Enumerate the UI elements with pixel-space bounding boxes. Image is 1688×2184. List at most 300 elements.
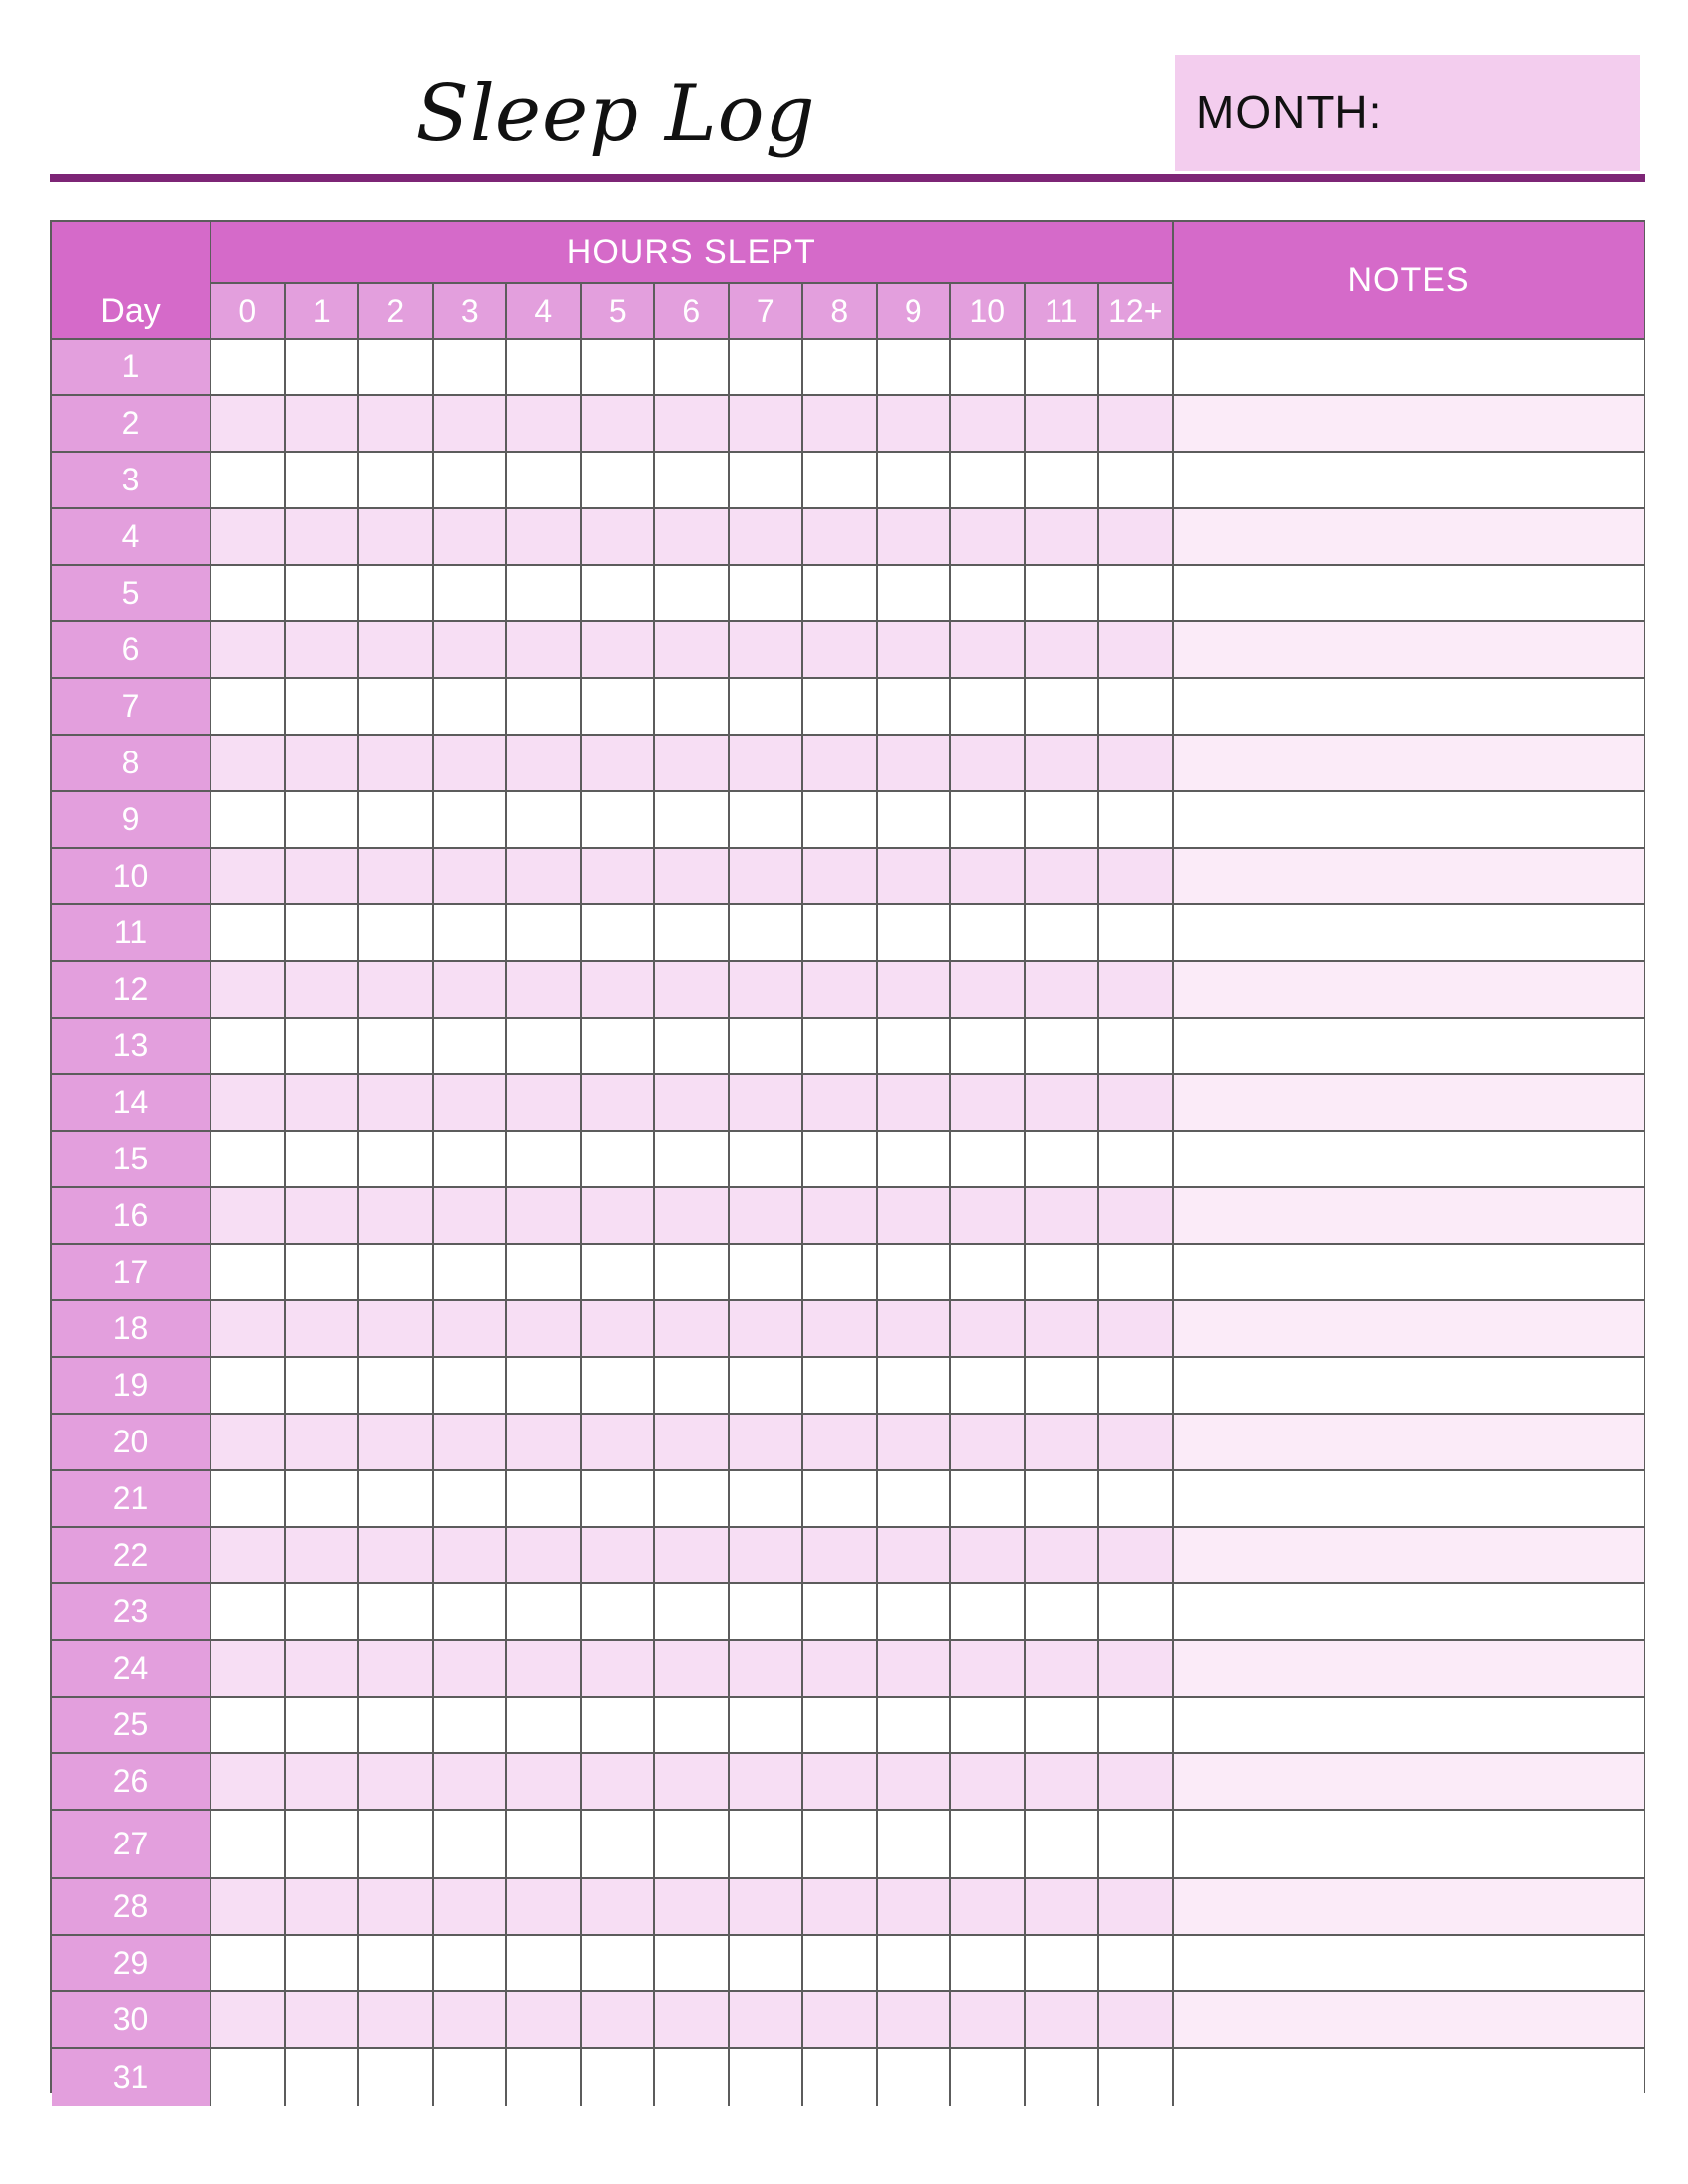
hour-checkbox-cell[interactable] xyxy=(1099,1245,1174,1301)
hour-checkbox-cell[interactable] xyxy=(803,566,878,622)
hour-checkbox-cell[interactable] xyxy=(286,679,360,736)
hour-checkbox-cell[interactable] xyxy=(211,1528,286,1584)
hour-checkbox-cell[interactable] xyxy=(507,905,582,962)
hour-checkbox-cell[interactable] xyxy=(803,1188,878,1245)
hour-checkbox-cell[interactable] xyxy=(434,679,508,736)
hour-checkbox-cell[interactable] xyxy=(803,509,878,566)
hour-checkbox-cell[interactable] xyxy=(1026,679,1100,736)
hour-checkbox-cell[interactable] xyxy=(1026,905,1100,962)
hour-checkbox-cell[interactable] xyxy=(211,2049,286,2106)
hour-checkbox-cell[interactable] xyxy=(1099,622,1174,679)
month-field[interactable] xyxy=(1175,55,1640,171)
hour-checkbox-cell[interactable] xyxy=(359,1471,434,1528)
hour-checkbox-cell[interactable] xyxy=(507,1019,582,1075)
hour-checkbox-cell[interactable] xyxy=(951,1698,1026,1754)
hour-checkbox-cell[interactable] xyxy=(507,849,582,905)
hour-checkbox-cell[interactable] xyxy=(582,1301,656,1358)
notes-cell[interactable] xyxy=(1174,1992,1644,2049)
notes-cell[interactable] xyxy=(1174,1188,1644,1245)
hour-checkbox-cell[interactable] xyxy=(878,1019,952,1075)
hour-checkbox-cell[interactable] xyxy=(286,622,360,679)
hour-checkbox-cell[interactable] xyxy=(803,1301,878,1358)
hour-checkbox-cell[interactable] xyxy=(507,736,582,792)
hour-checkbox-cell[interactable] xyxy=(582,849,656,905)
hour-checkbox-cell[interactable] xyxy=(803,396,878,453)
hour-checkbox-cell[interactable] xyxy=(655,1528,730,1584)
hour-checkbox-cell[interactable] xyxy=(878,1075,952,1132)
hour-checkbox-cell[interactable] xyxy=(1026,1584,1100,1641)
hour-checkbox-cell[interactable] xyxy=(359,792,434,849)
hour-checkbox-cell[interactable] xyxy=(582,396,656,453)
notes-cell[interactable] xyxy=(1174,1301,1644,1358)
hour-checkbox-cell[interactable] xyxy=(507,1879,582,1936)
hour-checkbox-cell[interactable] xyxy=(582,509,656,566)
hour-checkbox-cell[interactable] xyxy=(582,679,656,736)
hour-checkbox-cell[interactable] xyxy=(507,1075,582,1132)
hour-checkbox-cell[interactable] xyxy=(1099,1075,1174,1132)
hour-checkbox-cell[interactable] xyxy=(507,1471,582,1528)
hour-checkbox-cell[interactable] xyxy=(211,905,286,962)
hour-checkbox-cell[interactable] xyxy=(655,1358,730,1415)
hour-checkbox-cell[interactable] xyxy=(507,1641,582,1698)
hour-checkbox-cell[interactable] xyxy=(582,1019,656,1075)
hour-checkbox-cell[interactable] xyxy=(211,962,286,1019)
hour-checkbox-cell[interactable] xyxy=(286,453,360,509)
hour-checkbox-cell[interactable] xyxy=(730,1811,804,1879)
hour-checkbox-cell[interactable] xyxy=(1099,1415,1174,1471)
hour-checkbox-cell[interactable] xyxy=(803,340,878,396)
hour-checkbox-cell[interactable] xyxy=(582,905,656,962)
hour-checkbox-cell[interactable] xyxy=(1026,1415,1100,1471)
hour-checkbox-cell[interactable] xyxy=(434,1132,508,1188)
hour-checkbox-cell[interactable] xyxy=(655,1132,730,1188)
hour-checkbox-cell[interactable] xyxy=(434,1528,508,1584)
hour-checkbox-cell[interactable] xyxy=(507,396,582,453)
hour-checkbox-cell[interactable] xyxy=(582,1245,656,1301)
hour-checkbox-cell[interactable] xyxy=(434,396,508,453)
hour-checkbox-cell[interactable] xyxy=(359,1754,434,1811)
hour-checkbox-cell[interactable] xyxy=(359,1811,434,1879)
hour-checkbox-cell[interactable] xyxy=(434,1245,508,1301)
hour-checkbox-cell[interactable] xyxy=(1099,1811,1174,1879)
notes-cell[interactable] xyxy=(1174,622,1644,679)
hour-checkbox-cell[interactable] xyxy=(1099,340,1174,396)
hour-checkbox-cell[interactable] xyxy=(582,1471,656,1528)
hour-checkbox-cell[interactable] xyxy=(951,509,1026,566)
hour-checkbox-cell[interactable] xyxy=(730,1301,804,1358)
hour-checkbox-cell[interactable] xyxy=(211,1245,286,1301)
hour-checkbox-cell[interactable] xyxy=(434,1415,508,1471)
hour-checkbox-cell[interactable] xyxy=(507,566,582,622)
hour-checkbox-cell[interactable] xyxy=(582,340,656,396)
hour-checkbox-cell[interactable] xyxy=(211,1936,286,1992)
hour-checkbox-cell[interactable] xyxy=(359,1245,434,1301)
hour-checkbox-cell[interactable] xyxy=(951,1358,1026,1415)
hour-checkbox-cell[interactable] xyxy=(359,905,434,962)
hour-checkbox-cell[interactable] xyxy=(359,340,434,396)
hour-checkbox-cell[interactable] xyxy=(434,1811,508,1879)
hour-checkbox-cell[interactable] xyxy=(434,509,508,566)
hour-checkbox-cell[interactable] xyxy=(359,679,434,736)
hour-checkbox-cell[interactable] xyxy=(878,622,952,679)
hour-checkbox-cell[interactable] xyxy=(730,1358,804,1415)
hour-checkbox-cell[interactable] xyxy=(655,566,730,622)
hour-checkbox-cell[interactable] xyxy=(507,453,582,509)
hour-checkbox-cell[interactable] xyxy=(582,736,656,792)
hour-checkbox-cell[interactable] xyxy=(434,1471,508,1528)
hour-checkbox-cell[interactable] xyxy=(359,1992,434,2049)
hour-checkbox-cell[interactable] xyxy=(434,2049,508,2106)
hour-checkbox-cell[interactable] xyxy=(803,962,878,1019)
hour-checkbox-cell[interactable] xyxy=(730,1936,804,1992)
hour-checkbox-cell[interactable] xyxy=(655,1075,730,1132)
hour-checkbox-cell[interactable] xyxy=(655,1415,730,1471)
hour-checkbox-cell[interactable] xyxy=(803,1698,878,1754)
hour-checkbox-cell[interactable] xyxy=(1099,1641,1174,1698)
hour-checkbox-cell[interactable] xyxy=(434,622,508,679)
hour-checkbox-cell[interactable] xyxy=(951,679,1026,736)
hour-checkbox-cell[interactable] xyxy=(1099,849,1174,905)
hour-checkbox-cell[interactable] xyxy=(1099,566,1174,622)
hour-checkbox-cell[interactable] xyxy=(1026,1132,1100,1188)
hour-checkbox-cell[interactable] xyxy=(655,1641,730,1698)
hour-checkbox-cell[interactable] xyxy=(211,1698,286,1754)
hour-checkbox-cell[interactable] xyxy=(878,1698,952,1754)
hour-checkbox-cell[interactable] xyxy=(1099,1698,1174,1754)
hour-checkbox-cell[interactable] xyxy=(359,1584,434,1641)
hour-checkbox-cell[interactable] xyxy=(878,1992,952,2049)
hour-checkbox-cell[interactable] xyxy=(1099,1358,1174,1415)
hour-checkbox-cell[interactable] xyxy=(359,1075,434,1132)
hour-checkbox-cell[interactable] xyxy=(507,1188,582,1245)
hour-checkbox-cell[interactable] xyxy=(951,1019,1026,1075)
hour-checkbox-cell[interactable] xyxy=(1026,1245,1100,1301)
hour-checkbox-cell[interactable] xyxy=(878,566,952,622)
hour-checkbox-cell[interactable] xyxy=(582,622,656,679)
hour-checkbox-cell[interactable] xyxy=(507,1698,582,1754)
hour-checkbox-cell[interactable] xyxy=(1099,1936,1174,1992)
hour-checkbox-cell[interactable] xyxy=(286,1698,360,1754)
hour-checkbox-cell[interactable] xyxy=(730,1019,804,1075)
hour-checkbox-cell[interactable] xyxy=(1099,396,1174,453)
hour-checkbox-cell[interactable] xyxy=(1026,396,1100,453)
hour-checkbox-cell[interactable] xyxy=(951,736,1026,792)
hour-checkbox-cell[interactable] xyxy=(286,1019,360,1075)
hour-checkbox-cell[interactable] xyxy=(1026,340,1100,396)
hour-checkbox-cell[interactable] xyxy=(286,1075,360,1132)
hour-checkbox-cell[interactable] xyxy=(803,1584,878,1641)
hour-checkbox-cell[interactable] xyxy=(878,396,952,453)
hour-checkbox-cell[interactable] xyxy=(878,1584,952,1641)
hour-checkbox-cell[interactable] xyxy=(582,1415,656,1471)
hour-checkbox-cell[interactable] xyxy=(582,566,656,622)
hour-checkbox-cell[interactable] xyxy=(359,1358,434,1415)
hour-checkbox-cell[interactable] xyxy=(655,905,730,962)
hour-checkbox-cell[interactable] xyxy=(878,736,952,792)
hour-checkbox-cell[interactable] xyxy=(803,1754,878,1811)
hour-checkbox-cell[interactable] xyxy=(878,679,952,736)
hour-checkbox-cell[interactable] xyxy=(286,736,360,792)
hour-checkbox-cell[interactable] xyxy=(803,622,878,679)
notes-cell[interactable] xyxy=(1174,1415,1644,1471)
hour-checkbox-cell[interactable] xyxy=(1026,1992,1100,2049)
hour-checkbox-cell[interactable] xyxy=(1026,509,1100,566)
hour-checkbox-cell[interactable] xyxy=(655,1992,730,2049)
hour-checkbox-cell[interactable] xyxy=(286,1584,360,1641)
hour-checkbox-cell[interactable] xyxy=(1026,1811,1100,1879)
hour-checkbox-cell[interactable] xyxy=(655,792,730,849)
hour-checkbox-cell[interactable] xyxy=(878,1471,952,1528)
hour-checkbox-cell[interactable] xyxy=(211,340,286,396)
hour-checkbox-cell[interactable] xyxy=(1099,736,1174,792)
hour-checkbox-cell[interactable] xyxy=(803,1528,878,1584)
hour-checkbox-cell[interactable] xyxy=(359,1188,434,1245)
notes-cell[interactable] xyxy=(1174,1132,1644,1188)
hour-checkbox-cell[interactable] xyxy=(655,1471,730,1528)
hour-checkbox-cell[interactable] xyxy=(878,1879,952,1936)
hour-checkbox-cell[interactable] xyxy=(878,1936,952,1992)
hour-checkbox-cell[interactable] xyxy=(730,1471,804,1528)
hour-checkbox-cell[interactable] xyxy=(359,622,434,679)
hour-checkbox-cell[interactable] xyxy=(951,792,1026,849)
hour-checkbox-cell[interactable] xyxy=(951,1754,1026,1811)
hour-checkbox-cell[interactable] xyxy=(803,1245,878,1301)
hour-checkbox-cell[interactable] xyxy=(1099,1879,1174,1936)
hour-checkbox-cell[interactable] xyxy=(211,736,286,792)
hour-checkbox-cell[interactable] xyxy=(211,1754,286,1811)
hour-checkbox-cell[interactable] xyxy=(1026,1075,1100,1132)
hour-checkbox-cell[interactable] xyxy=(730,1245,804,1301)
hour-checkbox-cell[interactable] xyxy=(878,1641,952,1698)
hour-checkbox-cell[interactable] xyxy=(803,2049,878,2106)
hour-checkbox-cell[interactable] xyxy=(507,679,582,736)
hour-checkbox-cell[interactable] xyxy=(286,1811,360,1879)
hour-checkbox-cell[interactable] xyxy=(951,622,1026,679)
hour-checkbox-cell[interactable] xyxy=(730,1188,804,1245)
hour-checkbox-cell[interactable] xyxy=(507,509,582,566)
hour-checkbox-cell[interactable] xyxy=(655,1879,730,1936)
hour-checkbox-cell[interactable] xyxy=(286,566,360,622)
hour-checkbox-cell[interactable] xyxy=(655,1188,730,1245)
hour-checkbox-cell[interactable] xyxy=(359,1528,434,1584)
hour-checkbox-cell[interactable] xyxy=(655,1811,730,1879)
hour-checkbox-cell[interactable] xyxy=(507,1358,582,1415)
hour-checkbox-cell[interactable] xyxy=(878,1754,952,1811)
hour-checkbox-cell[interactable] xyxy=(434,736,508,792)
hour-checkbox-cell[interactable] xyxy=(359,2049,434,2106)
hour-checkbox-cell[interactable] xyxy=(1099,792,1174,849)
hour-checkbox-cell[interactable] xyxy=(434,792,508,849)
hour-checkbox-cell[interactable] xyxy=(951,1415,1026,1471)
hour-checkbox-cell[interactable] xyxy=(1026,1698,1100,1754)
hour-checkbox-cell[interactable] xyxy=(1099,1188,1174,1245)
hour-checkbox-cell[interactable] xyxy=(951,340,1026,396)
hour-checkbox-cell[interactable] xyxy=(359,1415,434,1471)
hour-checkbox-cell[interactable] xyxy=(286,340,360,396)
hour-checkbox-cell[interactable] xyxy=(878,962,952,1019)
hour-checkbox-cell[interactable] xyxy=(951,1132,1026,1188)
hour-checkbox-cell[interactable] xyxy=(655,849,730,905)
hour-checkbox-cell[interactable] xyxy=(878,905,952,962)
hour-checkbox-cell[interactable] xyxy=(286,1471,360,1528)
hour-checkbox-cell[interactable] xyxy=(582,1358,656,1415)
hour-checkbox-cell[interactable] xyxy=(211,1811,286,1879)
hour-checkbox-cell[interactable] xyxy=(1026,1188,1100,1245)
notes-cell[interactable] xyxy=(1174,1358,1644,1415)
hour-checkbox-cell[interactable] xyxy=(434,1879,508,1936)
hour-checkbox-cell[interactable] xyxy=(434,566,508,622)
hour-checkbox-cell[interactable] xyxy=(951,1188,1026,1245)
hour-checkbox-cell[interactable] xyxy=(359,1019,434,1075)
hour-checkbox-cell[interactable] xyxy=(951,849,1026,905)
hour-checkbox-cell[interactable] xyxy=(1099,679,1174,736)
hour-checkbox-cell[interactable] xyxy=(951,1075,1026,1132)
hour-checkbox-cell[interactable] xyxy=(878,453,952,509)
hour-checkbox-cell[interactable] xyxy=(211,622,286,679)
hour-checkbox-cell[interactable] xyxy=(655,2049,730,2106)
hour-checkbox-cell[interactable] xyxy=(1026,2049,1100,2106)
notes-cell[interactable] xyxy=(1174,792,1644,849)
hour-checkbox-cell[interactable] xyxy=(1099,1528,1174,1584)
hour-checkbox-cell[interactable] xyxy=(951,1811,1026,1879)
hour-checkbox-cell[interactable] xyxy=(730,2049,804,2106)
hour-checkbox-cell[interactable] xyxy=(434,1584,508,1641)
hour-checkbox-cell[interactable] xyxy=(211,1019,286,1075)
hour-checkbox-cell[interactable] xyxy=(359,849,434,905)
hour-checkbox-cell[interactable] xyxy=(878,509,952,566)
hour-checkbox-cell[interactable] xyxy=(507,1528,582,1584)
hour-checkbox-cell[interactable] xyxy=(582,1584,656,1641)
hour-checkbox-cell[interactable] xyxy=(359,1879,434,1936)
hour-checkbox-cell[interactable] xyxy=(582,1936,656,1992)
hour-checkbox-cell[interactable] xyxy=(655,1698,730,1754)
hour-checkbox-cell[interactable] xyxy=(286,1132,360,1188)
hour-checkbox-cell[interactable] xyxy=(878,849,952,905)
hour-checkbox-cell[interactable] xyxy=(286,1936,360,1992)
hour-checkbox-cell[interactable] xyxy=(878,792,952,849)
notes-cell[interactable] xyxy=(1174,679,1644,736)
hour-checkbox-cell[interactable] xyxy=(730,962,804,1019)
hour-checkbox-cell[interactable] xyxy=(655,453,730,509)
notes-cell[interactable] xyxy=(1174,1075,1644,1132)
hour-checkbox-cell[interactable] xyxy=(878,1245,952,1301)
hour-checkbox-cell[interactable] xyxy=(211,1641,286,1698)
hour-checkbox-cell[interactable] xyxy=(803,1471,878,1528)
hour-checkbox-cell[interactable] xyxy=(434,905,508,962)
hour-checkbox-cell[interactable] xyxy=(1026,849,1100,905)
hour-checkbox-cell[interactable] xyxy=(1099,1019,1174,1075)
hour-checkbox-cell[interactable] xyxy=(507,962,582,1019)
hour-checkbox-cell[interactable] xyxy=(655,340,730,396)
hour-checkbox-cell[interactable] xyxy=(803,1879,878,1936)
hour-checkbox-cell[interactable] xyxy=(730,1992,804,2049)
hour-checkbox-cell[interactable] xyxy=(286,1754,360,1811)
hour-checkbox-cell[interactable] xyxy=(878,1188,952,1245)
hour-checkbox-cell[interactable] xyxy=(951,1936,1026,1992)
hour-checkbox-cell[interactable] xyxy=(359,396,434,453)
notes-cell[interactable] xyxy=(1174,1528,1644,1584)
hour-checkbox-cell[interactable] xyxy=(434,1301,508,1358)
hour-checkbox-cell[interactable] xyxy=(434,1698,508,1754)
hour-checkbox-cell[interactable] xyxy=(359,962,434,1019)
hour-checkbox-cell[interactable] xyxy=(211,1075,286,1132)
hour-checkbox-cell[interactable] xyxy=(1099,1471,1174,1528)
notes-cell[interactable] xyxy=(1174,396,1644,453)
hour-checkbox-cell[interactable] xyxy=(655,396,730,453)
hour-checkbox-cell[interactable] xyxy=(1099,1992,1174,2049)
hour-checkbox-cell[interactable] xyxy=(730,1415,804,1471)
hour-checkbox-cell[interactable] xyxy=(730,905,804,962)
hour-checkbox-cell[interactable] xyxy=(359,509,434,566)
hour-checkbox-cell[interactable] xyxy=(951,962,1026,1019)
hour-checkbox-cell[interactable] xyxy=(951,396,1026,453)
notes-cell[interactable] xyxy=(1174,1879,1644,1936)
hour-checkbox-cell[interactable] xyxy=(359,736,434,792)
hour-checkbox-cell[interactable] xyxy=(1026,622,1100,679)
hour-checkbox-cell[interactable] xyxy=(211,679,286,736)
hour-checkbox-cell[interactable] xyxy=(359,453,434,509)
hour-checkbox-cell[interactable] xyxy=(507,1992,582,2049)
hour-checkbox-cell[interactable] xyxy=(507,2049,582,2106)
hour-checkbox-cell[interactable] xyxy=(434,453,508,509)
hour-checkbox-cell[interactable] xyxy=(655,1301,730,1358)
hour-checkbox-cell[interactable] xyxy=(878,2049,952,2106)
hour-checkbox-cell[interactable] xyxy=(286,792,360,849)
hour-checkbox-cell[interactable] xyxy=(434,849,508,905)
hour-checkbox-cell[interactable] xyxy=(211,1358,286,1415)
hour-checkbox-cell[interactable] xyxy=(951,566,1026,622)
hour-checkbox-cell[interactable] xyxy=(803,679,878,736)
hour-checkbox-cell[interactable] xyxy=(878,1528,952,1584)
hour-checkbox-cell[interactable] xyxy=(1026,453,1100,509)
hour-checkbox-cell[interactable] xyxy=(434,1992,508,2049)
hour-checkbox-cell[interactable] xyxy=(507,1754,582,1811)
hour-checkbox-cell[interactable] xyxy=(434,1019,508,1075)
hour-checkbox-cell[interactable] xyxy=(582,1641,656,1698)
hour-checkbox-cell[interactable] xyxy=(803,1641,878,1698)
hour-checkbox-cell[interactable] xyxy=(803,1936,878,1992)
hour-checkbox-cell[interactable] xyxy=(951,1584,1026,1641)
hour-checkbox-cell[interactable] xyxy=(730,1075,804,1132)
hour-checkbox-cell[interactable] xyxy=(582,962,656,1019)
hour-checkbox-cell[interactable] xyxy=(286,905,360,962)
hour-checkbox-cell[interactable] xyxy=(582,1075,656,1132)
hour-checkbox-cell[interactable] xyxy=(730,340,804,396)
hour-checkbox-cell[interactable] xyxy=(507,340,582,396)
notes-cell[interactable] xyxy=(1174,1641,1644,1698)
notes-cell[interactable] xyxy=(1174,1019,1644,1075)
hour-checkbox-cell[interactable] xyxy=(286,2049,360,2106)
hour-checkbox-cell[interactable] xyxy=(951,453,1026,509)
hour-checkbox-cell[interactable] xyxy=(507,1936,582,1992)
hour-checkbox-cell[interactable] xyxy=(878,1358,952,1415)
notes-cell[interactable] xyxy=(1174,1754,1644,1811)
hour-checkbox-cell[interactable] xyxy=(655,1019,730,1075)
hour-checkbox-cell[interactable] xyxy=(507,1415,582,1471)
hour-checkbox-cell[interactable] xyxy=(803,453,878,509)
hour-checkbox-cell[interactable] xyxy=(1099,1301,1174,1358)
hour-checkbox-cell[interactable] xyxy=(730,1879,804,1936)
hour-checkbox-cell[interactable] xyxy=(1026,1301,1100,1358)
hour-checkbox-cell[interactable] xyxy=(1099,1132,1174,1188)
hour-checkbox-cell[interactable] xyxy=(803,1992,878,2049)
hour-checkbox-cell[interactable] xyxy=(507,1301,582,1358)
notes-cell[interactable] xyxy=(1174,849,1644,905)
hour-checkbox-cell[interactable] xyxy=(655,622,730,679)
hour-checkbox-cell[interactable] xyxy=(582,1188,656,1245)
hour-checkbox-cell[interactable] xyxy=(951,1245,1026,1301)
hour-checkbox-cell[interactable] xyxy=(803,1415,878,1471)
